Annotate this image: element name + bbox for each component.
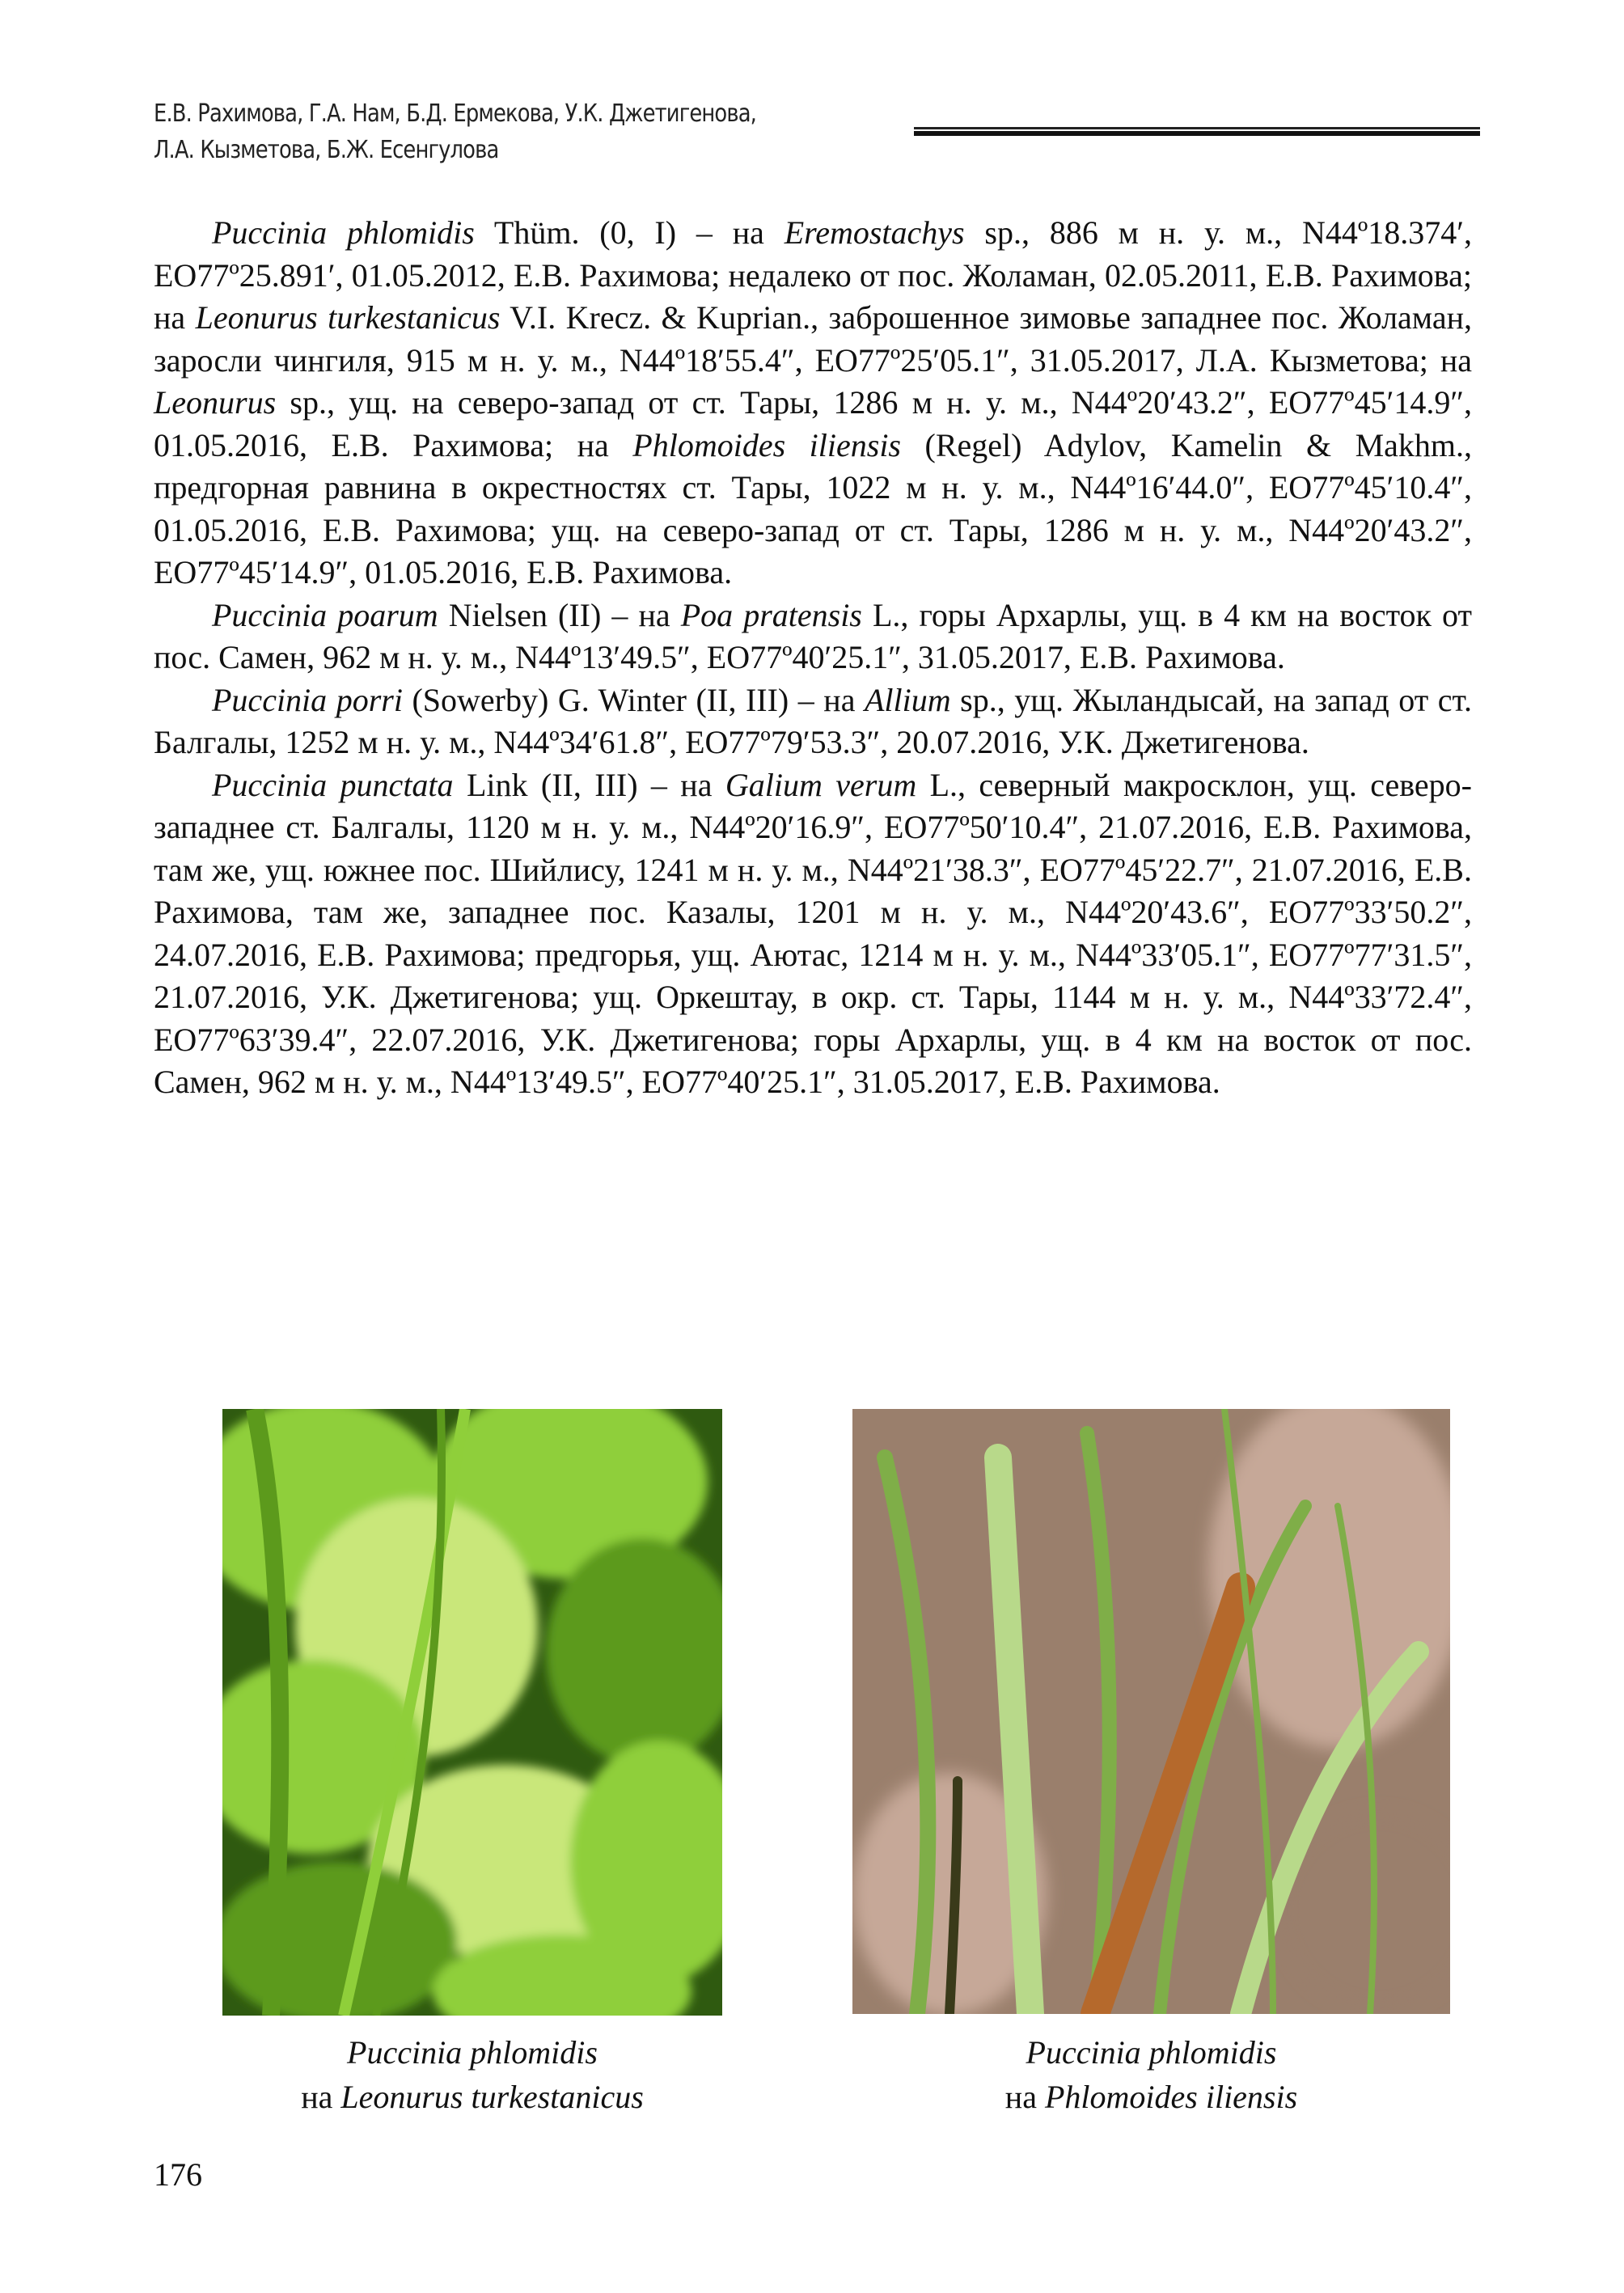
text-run: sp., 886 м н. у. м., N44º18.374′, EO77º25.891′, 01.05.2012, Е.В. Рахимова; недалеко от пос. Жоламан, 02.05.2011, Е.В. Рахимова; на	[154, 214, 1472, 336]
paragraph	[154, 679, 1472, 764]
paragraph	[154, 764, 1472, 1104]
taxon-name: Leonurus	[154, 384, 277, 421]
paragraph	[154, 212, 1472, 594]
text-run: (Regel) Adylov, Kamelin & Makhm., предгорная равнина в окрестностях ст. Тары, 1022 м н. у. м., N44º16′44.0″, EO77º45′10.4″, 01.05.2016, Е.В. Рахимова; ущ. на северо-запад от ст. Тары, 1286 м н. у. м., N44º20′43.2″, EO77º45′14.9″, 01.05.2016, Е.В. Рахимова.	[154, 426, 1473, 590]
text-run: Thüm. (0, I) – на	[474, 214, 785, 251]
header-rule-thick	[914, 131, 1480, 136]
figure-caption-1	[222, 2030, 722, 2119]
body-text	[154, 212, 1472, 1104]
caption-1-prefix: на	[301, 2079, 341, 2115]
running-header-authors	[154, 95, 780, 168]
taxon-name: Allium	[864, 681, 951, 718]
caption-1-species: Puccinia phlomidis	[347, 2034, 598, 2071]
photo-1-image	[222, 1409, 722, 2016]
caption-2-prefix: на	[1004, 2079, 1045, 2115]
photo-2-image	[852, 1409, 1450, 2014]
photo-phlomoides-iliensis	[852, 1409, 1450, 2014]
taxon-name: Phlomoides iliensis	[632, 426, 902, 463]
text-run: V.I. Krecz. & Kuprian., заброшенное зимовье западнее пос. Жоламан, заросли чингиля, 915 м н. у. м., N44º18′55.4″, EO77º25′05.1″, 31.05.2017, Л.А. Кызметова; на	[154, 299, 1472, 379]
caption-1-host: Leonurus turkestanicus	[340, 2079, 644, 2115]
caption-2-species: Puccinia phlomidis	[1026, 2034, 1277, 2071]
taxon-name: Puccinia phlomidis	[212, 214, 475, 251]
taxon-name: Puccinia poarum	[212, 596, 438, 633]
taxon-name: Poa pratensis	[680, 596, 862, 633]
taxon-name: Leonurus turkestanicus	[195, 299, 501, 336]
text-run: (Sowerby) G. Winter (II, III) – на	[402, 681, 865, 718]
text-run: sp., ущ. Жыландысай, на запад от ст. Балгалы, 1252 м н. у. м., N44º34′61.8″, EO77º79′53.3″, 20.07.2016, У.К. Джетигенова.	[154, 681, 1472, 760]
paragraph	[154, 594, 1472, 679]
taxon-name: Puccinia punctata	[212, 766, 454, 803]
page-number: 176	[154, 2156, 202, 2193]
taxon-name: Galium verum	[725, 766, 917, 803]
header-double-rule	[914, 127, 1480, 136]
figure-caption-2	[852, 2030, 1450, 2119]
caption-2-host: Phlomoides iliensis	[1044, 2079, 1298, 2115]
taxon-name: Puccinia porri	[212, 681, 403, 718]
text-run: Nielsen (II) – на	[438, 596, 681, 633]
text-run: L., северный макросклон, ущ. северо-западнее ст. Балгалы, 1120 м н. у. м., N44º20′16.9″, EO77º50′10.4″, 21.07.2016, Е.В. Рахимова, там же, ущ. южнее пос. Шийлису, 1241 м н. у. м., N44º21′38.3″, EO77º45′22.7″, 21.07.2016, Е.В. Рахимова, там же, западнее пос. Казалы, 1201 м н. у. м., N44º20′43.6″, EO77º33′50.2″, 24.07.2016, Е.В. Рахимова; предгорья, ущ. Аютас, 1214 м н. у. м., N44º33′05.1″, EO77º77′31.5″, 21.07.2016, У.К. Джетигенова; ущ. Оркештау, в окр. ст. Тары, 1144 м н. у. м., N44º33′72.4″, EO77º63′39.4″, 22.07.2016, У.К. Джетигенова; горы Архарлы, ущ. в 4 км на восток от пос. Самен, 962 м н. у. м., N44º13′49.5″, EO77º40′25.1″, 31.05.2017, Е.В. Рахимова.	[154, 766, 1473, 1100]
taxon-name: Eremostachys	[784, 214, 965, 251]
authors-line-2: Л.А. Кызметова, Б.Ж. Есенгулова	[154, 136, 499, 164]
photo-leonurus-turkestanicus	[222, 1409, 722, 2016]
text-run: sp., ущ. на северо-запад от ст. Тары, 1286 м н. у. м., N44º20′43.2″, EO77º45′14.9″, 01.05.2016, Е.В. Рахимова; на	[154, 384, 1472, 463]
text-run: L., горы Архарлы, ущ. в 4 км на восток от пос. Самен, 962 м н. у. м., N44º13′49.5″, EO77º40′25.1″, 31.05.2017, Е.В. Рахимова.	[154, 596, 1473, 675]
text-run: Link (II, III) – на	[453, 766, 725, 803]
authors-line-1: Е.В. Рахимова, Г.А. Нам, Б.Д. Ермекова, У.К. Джетигенова,	[154, 99, 756, 128]
